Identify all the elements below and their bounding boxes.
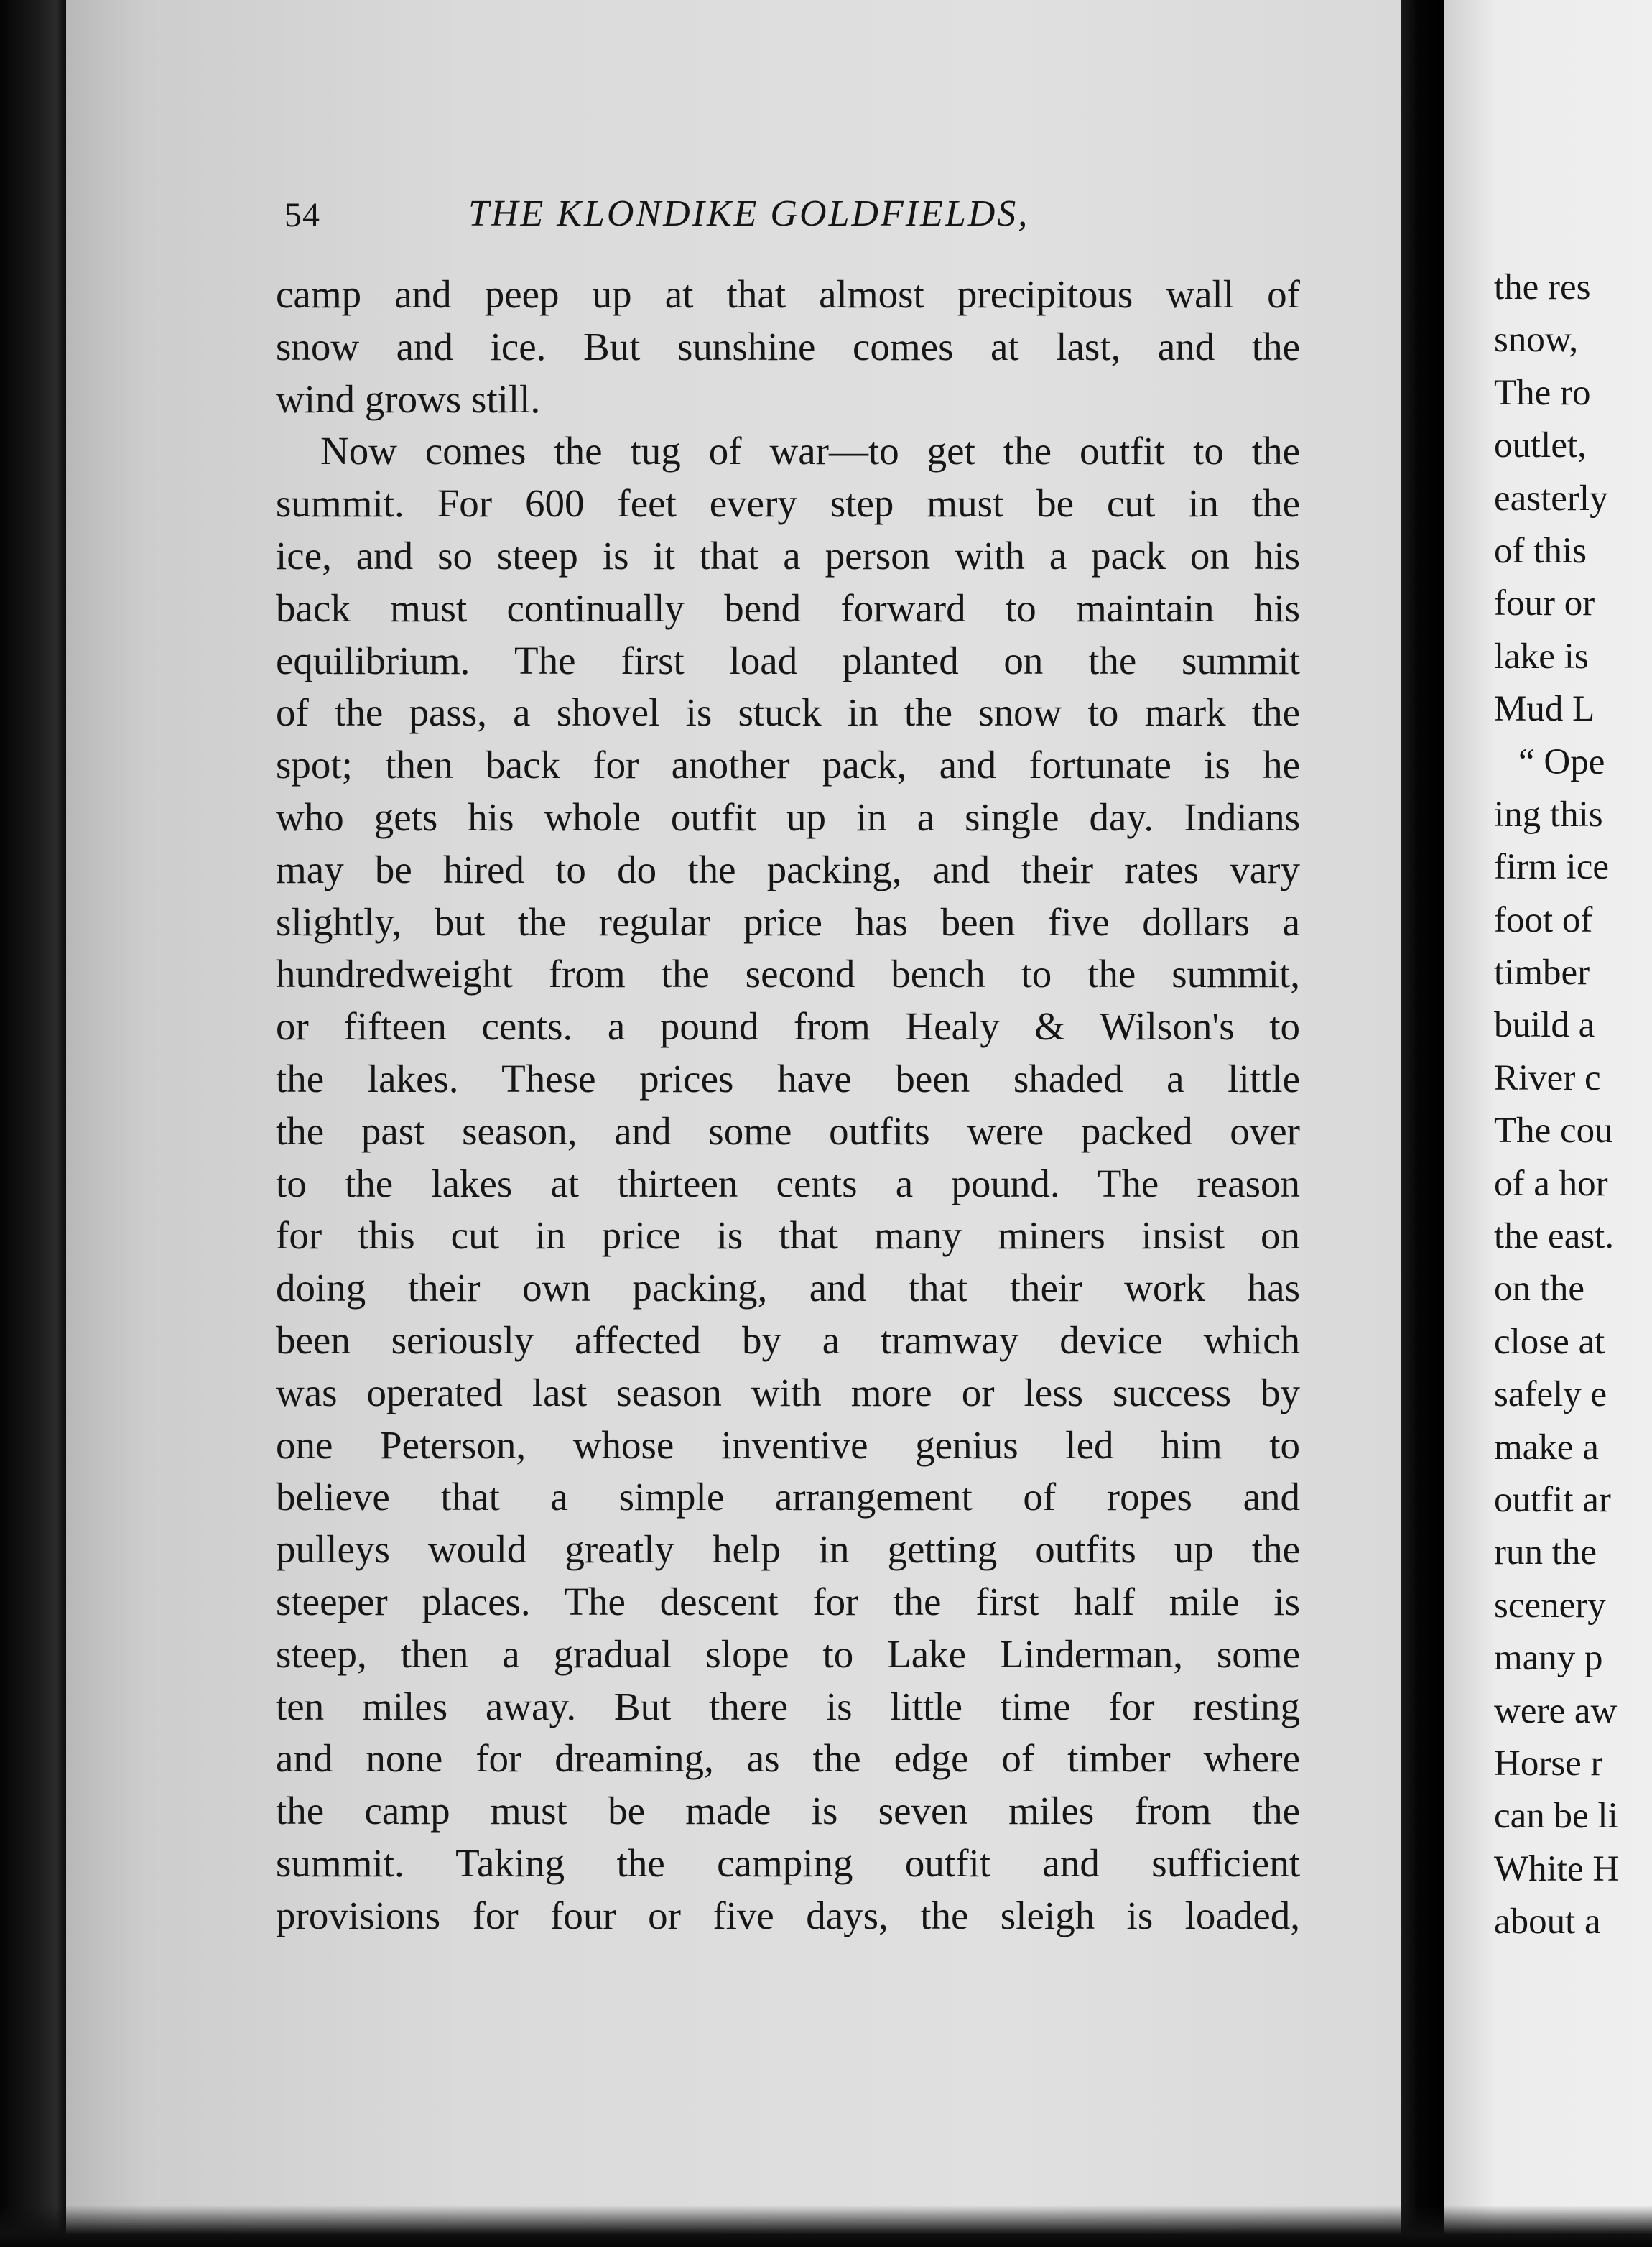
text-line: four or — [1494, 583, 1595, 624]
text-line: The cou — [1494, 1111, 1613, 1152]
text-line: White H — [1494, 1848, 1620, 1889]
text-line: about a — [1494, 1901, 1601, 1942]
text-line: slightly, but the regular price has been five dollars a — [276, 899, 1300, 944]
text-line: ten miles away. But there is little time for resting — [276, 1684, 1300, 1728]
text-line: summit. Taking the camping outfit and sufficient — [276, 1840, 1300, 1885]
text-line: steeper places. The descent for the first half mile is — [276, 1579, 1300, 1623]
text-line: easterly — [1494, 478, 1608, 519]
text-line: one Peterson, whose inventive genius led him to — [276, 1422, 1300, 1467]
text-line: lake is — [1494, 636, 1589, 677]
text-line: the past season, and some outfits were packed over — [276, 1108, 1300, 1153]
text-line: the res — [1494, 267, 1591, 307]
book-gutter — [1401, 0, 1444, 2247]
text-line: the lakes. These prices have been shaded a little — [276, 1056, 1300, 1101]
text-line: “ Ope — [1518, 741, 1605, 782]
text-line: spot; then back for another pack, and fortunate is he — [276, 743, 1300, 787]
text-line: safely e — [1494, 1374, 1607, 1415]
text-line: Now comes the tug of war—to get the outfit to the — [320, 429, 1300, 473]
text-line: snow, — [1494, 320, 1579, 361]
text-line: build a — [1494, 1005, 1595, 1046]
bottom-edge-shadow — [0, 2205, 1652, 2247]
text-line: believe that a simple arrangement of ropes and — [276, 1475, 1300, 1519]
text-line: doing their own packing, and that their work has — [276, 1266, 1300, 1310]
page-number: 54 — [284, 196, 320, 234]
text-line: Mud L — [1494, 689, 1595, 730]
text-line: and none for dreaming, as the edge of timber where — [276, 1736, 1300, 1781]
text-line: close at — [1494, 1321, 1605, 1362]
text-line: was operated last season with more or less success by — [276, 1370, 1300, 1414]
text-line: timber — [1494, 953, 1590, 993]
text-line: snow and ice. But sunshine comes at last, and the — [276, 324, 1300, 369]
text-line: hundredweight from the second bench to the summit, — [276, 952, 1300, 996]
running-head: THE KLONDIKE GOLDFIELDS, — [468, 193, 1030, 234]
text-line: scenery — [1494, 1585, 1606, 1626]
text-line: outlet, — [1494, 425, 1587, 466]
book-binding-edge — [0, 0, 66, 2247]
text-line: firm ice — [1494, 847, 1609, 888]
text-line: summit. For 600 feet every step must be cut in the — [276, 481, 1300, 526]
right-page-body-text — [1494, 261, 1652, 1949]
text-line: been seriously affected by a tramway device which — [276, 1317, 1300, 1362]
text-line: of this — [1494, 530, 1587, 571]
text-line: River c — [1494, 1057, 1601, 1098]
text-line: provisions for four or five days, the sleigh is loaded, — [276, 1893, 1300, 1937]
left-page-body-text — [276, 269, 1300, 1942]
text-line: run the — [1494, 1532, 1597, 1573]
text-line: back must continually bend forward to maintain his — [276, 585, 1300, 630]
text-line: ice, and so steep is it that a person with a pack on his — [276, 533, 1300, 578]
text-line: make a — [1494, 1427, 1599, 1468]
text-line: or fifteen cents. a pound from Healy & Wilson's to — [276, 1004, 1300, 1049]
text-line: of the pass, a shovel is stuck in the snow to mark the — [276, 690, 1300, 735]
text-line: The ro — [1494, 372, 1591, 413]
text-line: outfit ar — [1494, 1479, 1611, 1520]
text-line: wind grows still. — [276, 376, 541, 421]
text-line: ing this — [1494, 794, 1603, 835]
text-line: the east. — [1494, 1216, 1615, 1257]
text-line: Horse r — [1494, 1743, 1603, 1784]
text-line: many p — [1494, 1638, 1603, 1679]
text-line: were aw — [1494, 1690, 1618, 1731]
text-line: for this cut in price is that many miners insist on — [276, 1213, 1300, 1258]
text-line: can be li — [1494, 1796, 1618, 1837]
text-line: steep, then a gradual slope to Lake Linderman, some — [276, 1631, 1300, 1676]
text-line: the camp must be made is seven miles from the — [276, 1789, 1300, 1833]
text-line: who gets his whole outfit up in a single day. Indians — [276, 794, 1300, 839]
text-line: foot of — [1494, 899, 1593, 940]
text-line: of a hor — [1494, 1163, 1608, 1204]
text-line: pulleys would greatly help in getting outfits up the — [276, 1527, 1300, 1572]
text-line: may be hired to do the packing, and their rates vary — [276, 847, 1300, 891]
text-line: equilibrium. The first load planted on the summit — [276, 638, 1300, 682]
text-line: on the — [1494, 1269, 1585, 1310]
text-line: to the lakes at thirteen cents a pound. The reason — [276, 1161, 1300, 1205]
text-line: camp and peep up at that almost precipitous wall of — [276, 272, 1300, 316]
